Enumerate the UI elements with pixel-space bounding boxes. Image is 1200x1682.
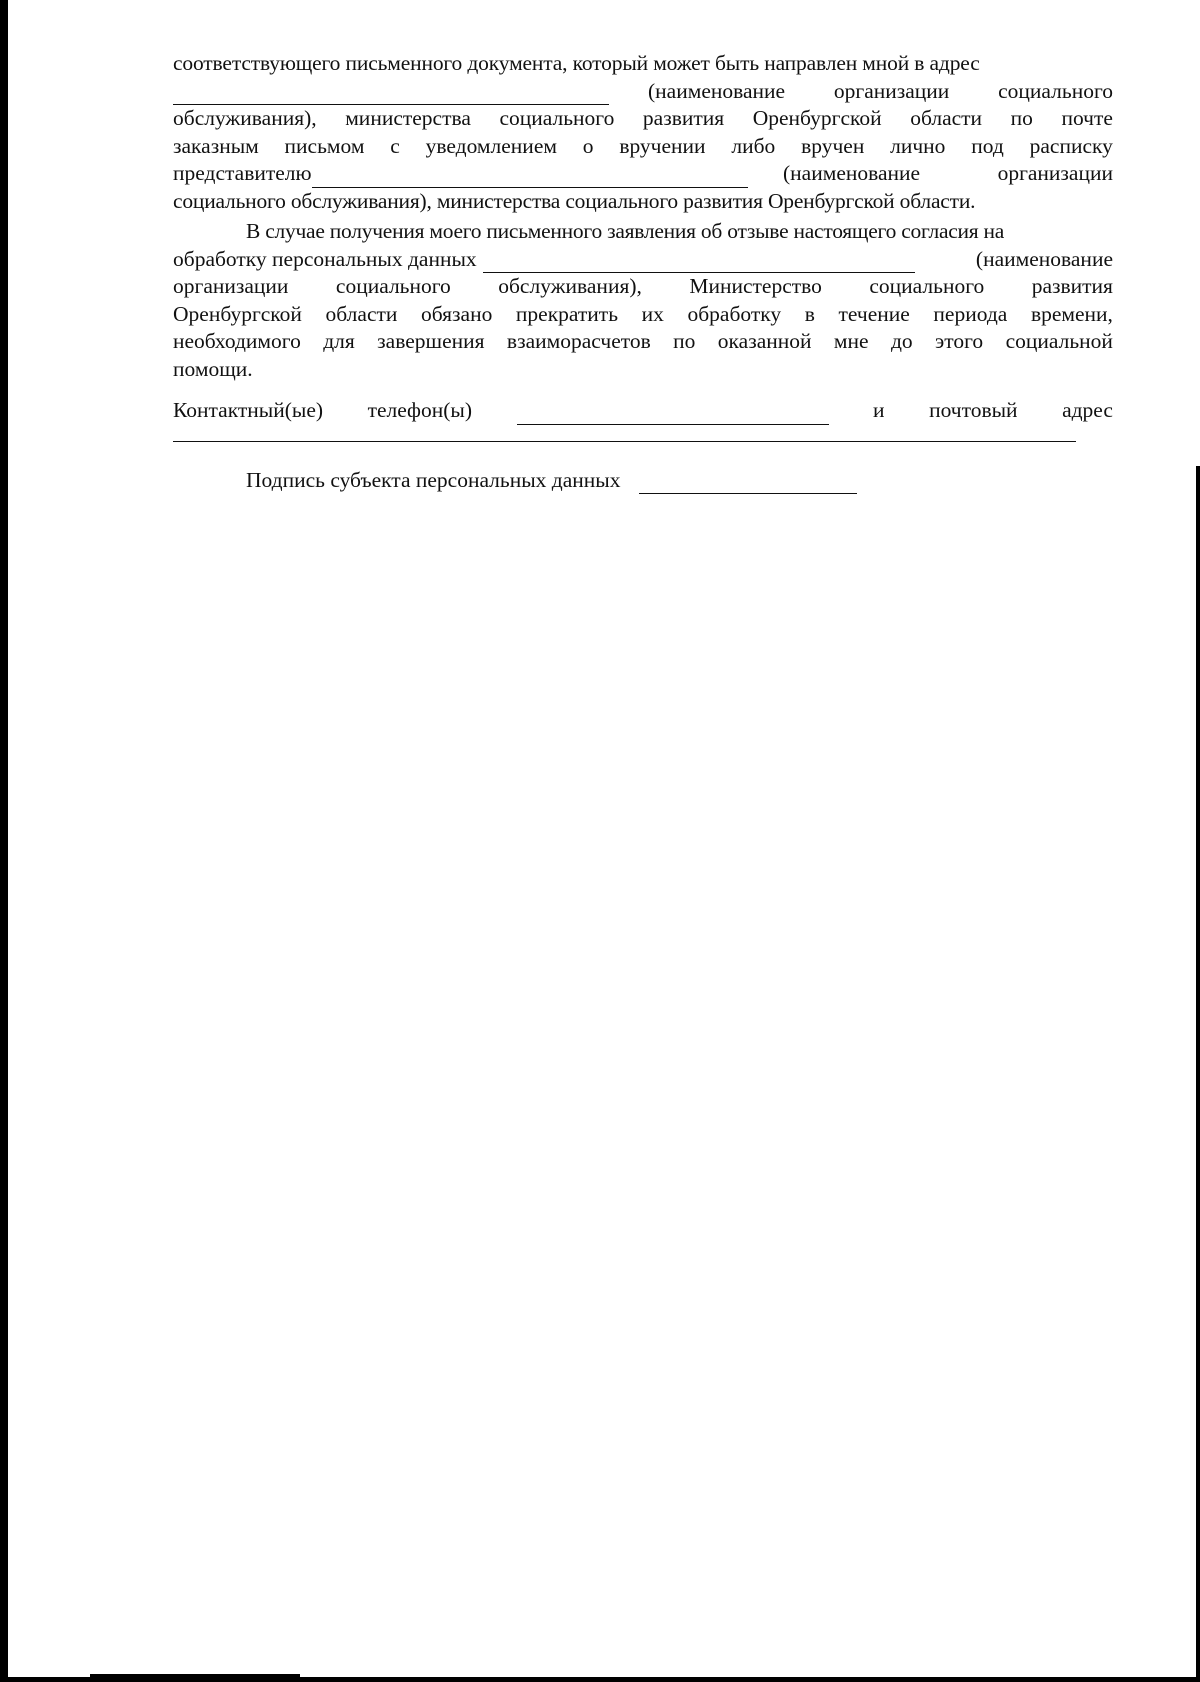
word: организации xyxy=(833,78,950,103)
scan-edge-right xyxy=(1196,466,1200,1682)
word: лично xyxy=(890,133,946,158)
postal-label: почтовый xyxy=(929,398,1018,422)
word: их xyxy=(641,301,664,326)
word: времени, xyxy=(1030,301,1113,326)
processing-group xyxy=(173,246,915,274)
word: необходимого xyxy=(173,329,301,353)
phone-field[interactable] xyxy=(517,402,829,425)
word: организации xyxy=(997,161,1113,185)
word: социального xyxy=(998,78,1113,103)
word: области xyxy=(910,106,983,130)
organization-name-field-2[interactable] xyxy=(312,165,748,188)
word: мне xyxy=(833,329,869,353)
word: по xyxy=(1010,106,1033,130)
word: прекратить xyxy=(515,301,619,326)
paragraph1-line1 xyxy=(173,50,1113,78)
representative-label: представителю xyxy=(173,161,312,185)
organization-name-field-3[interactable] xyxy=(483,250,915,273)
document-page xyxy=(173,50,1113,494)
word: (наименование xyxy=(783,161,921,185)
scan-edge-bottom xyxy=(0,1677,1200,1682)
word: обслуживания), xyxy=(173,106,317,130)
signature-line xyxy=(173,467,1113,495)
address-label: адрес xyxy=(1062,398,1113,422)
word: взаиморасчетов xyxy=(506,329,651,353)
paragraph1-line2 xyxy=(173,78,1113,106)
paragraph2-line1 xyxy=(173,218,1113,246)
signature-field[interactable] xyxy=(639,471,857,494)
word: (наименование xyxy=(648,78,786,103)
scan-edge-bottom-tick xyxy=(90,1674,300,1677)
word: Министерство xyxy=(689,274,822,298)
word: с xyxy=(390,133,400,158)
paragraph2-line2 xyxy=(173,246,1113,274)
and-word: и xyxy=(873,398,885,422)
word: Оренбургской xyxy=(173,301,302,326)
paragraph1-line4 xyxy=(173,133,1113,161)
word: области xyxy=(325,301,398,326)
paragraph1-line5-words xyxy=(783,160,1113,188)
paragraph1-line1-text: соответствующего письменного документа, который может быть направлен мной в адрес xyxy=(173,51,980,75)
word: организации xyxy=(173,274,289,298)
word: обработку xyxy=(687,301,782,326)
paragraph1-line6 xyxy=(173,188,1113,216)
word: периода xyxy=(933,301,1008,326)
phone-label: телефон(ы) xyxy=(367,398,473,422)
processing-label: обработку персональных данных xyxy=(173,246,477,271)
word: до xyxy=(890,329,913,353)
word: обязано xyxy=(420,301,493,326)
word: вручении xyxy=(619,133,706,158)
paragraph2-line3 xyxy=(173,273,1113,301)
paragraph2-line1-text: В случае получения моего письменного заявления об отзыве настоящего согласия на xyxy=(246,219,1005,243)
paragraph2-line6-text: помощи. xyxy=(173,356,253,381)
word: заказным xyxy=(173,133,259,158)
paragraph1-line3 xyxy=(173,105,1113,133)
word: развития xyxy=(642,106,725,130)
word: (наименование xyxy=(975,246,1113,271)
organization-name-field-1[interactable] xyxy=(173,82,609,105)
representative-group xyxy=(173,160,748,188)
word: социального xyxy=(335,274,451,298)
word: социального xyxy=(869,274,985,298)
paragraph1-line6-text: социального обслуживания), министерства социального развития Оренбургской области. xyxy=(173,188,976,213)
contact-label: Контактный(ые) xyxy=(173,398,324,422)
word: о xyxy=(582,133,594,158)
word: оказанной xyxy=(717,329,812,353)
word: развития xyxy=(1031,274,1113,298)
paragraph1-line5 xyxy=(173,160,1113,188)
word: социальной xyxy=(1005,329,1113,353)
word: по xyxy=(673,329,696,353)
paragraph2-line5 xyxy=(173,328,1113,356)
word: Оренбургской xyxy=(752,106,882,130)
word: письмом xyxy=(284,133,365,158)
word: расписку xyxy=(1029,133,1113,158)
word: завершения xyxy=(377,329,485,353)
word: для xyxy=(323,329,355,353)
paragraph2-line4 xyxy=(173,301,1113,329)
word: течение xyxy=(838,301,910,326)
paragraph1-line2-words xyxy=(648,78,1113,106)
word: в xyxy=(804,301,815,326)
address-field[interactable] xyxy=(173,435,1076,442)
word: этого xyxy=(935,329,984,353)
word: под xyxy=(971,133,1004,158)
contacts-line xyxy=(173,397,1113,425)
word: либо xyxy=(731,133,776,158)
word: вручен xyxy=(801,133,865,158)
word: обслуживания), xyxy=(498,274,642,298)
word: социального xyxy=(499,106,615,130)
word: уведомлением xyxy=(425,133,557,158)
paragraph2-line6 xyxy=(173,356,1113,384)
word: почте xyxy=(1061,106,1113,130)
signature-label: Подпись субъекта персональных данных xyxy=(246,467,621,492)
scan-edge-left xyxy=(0,0,8,1682)
word: министерства xyxy=(345,106,471,130)
